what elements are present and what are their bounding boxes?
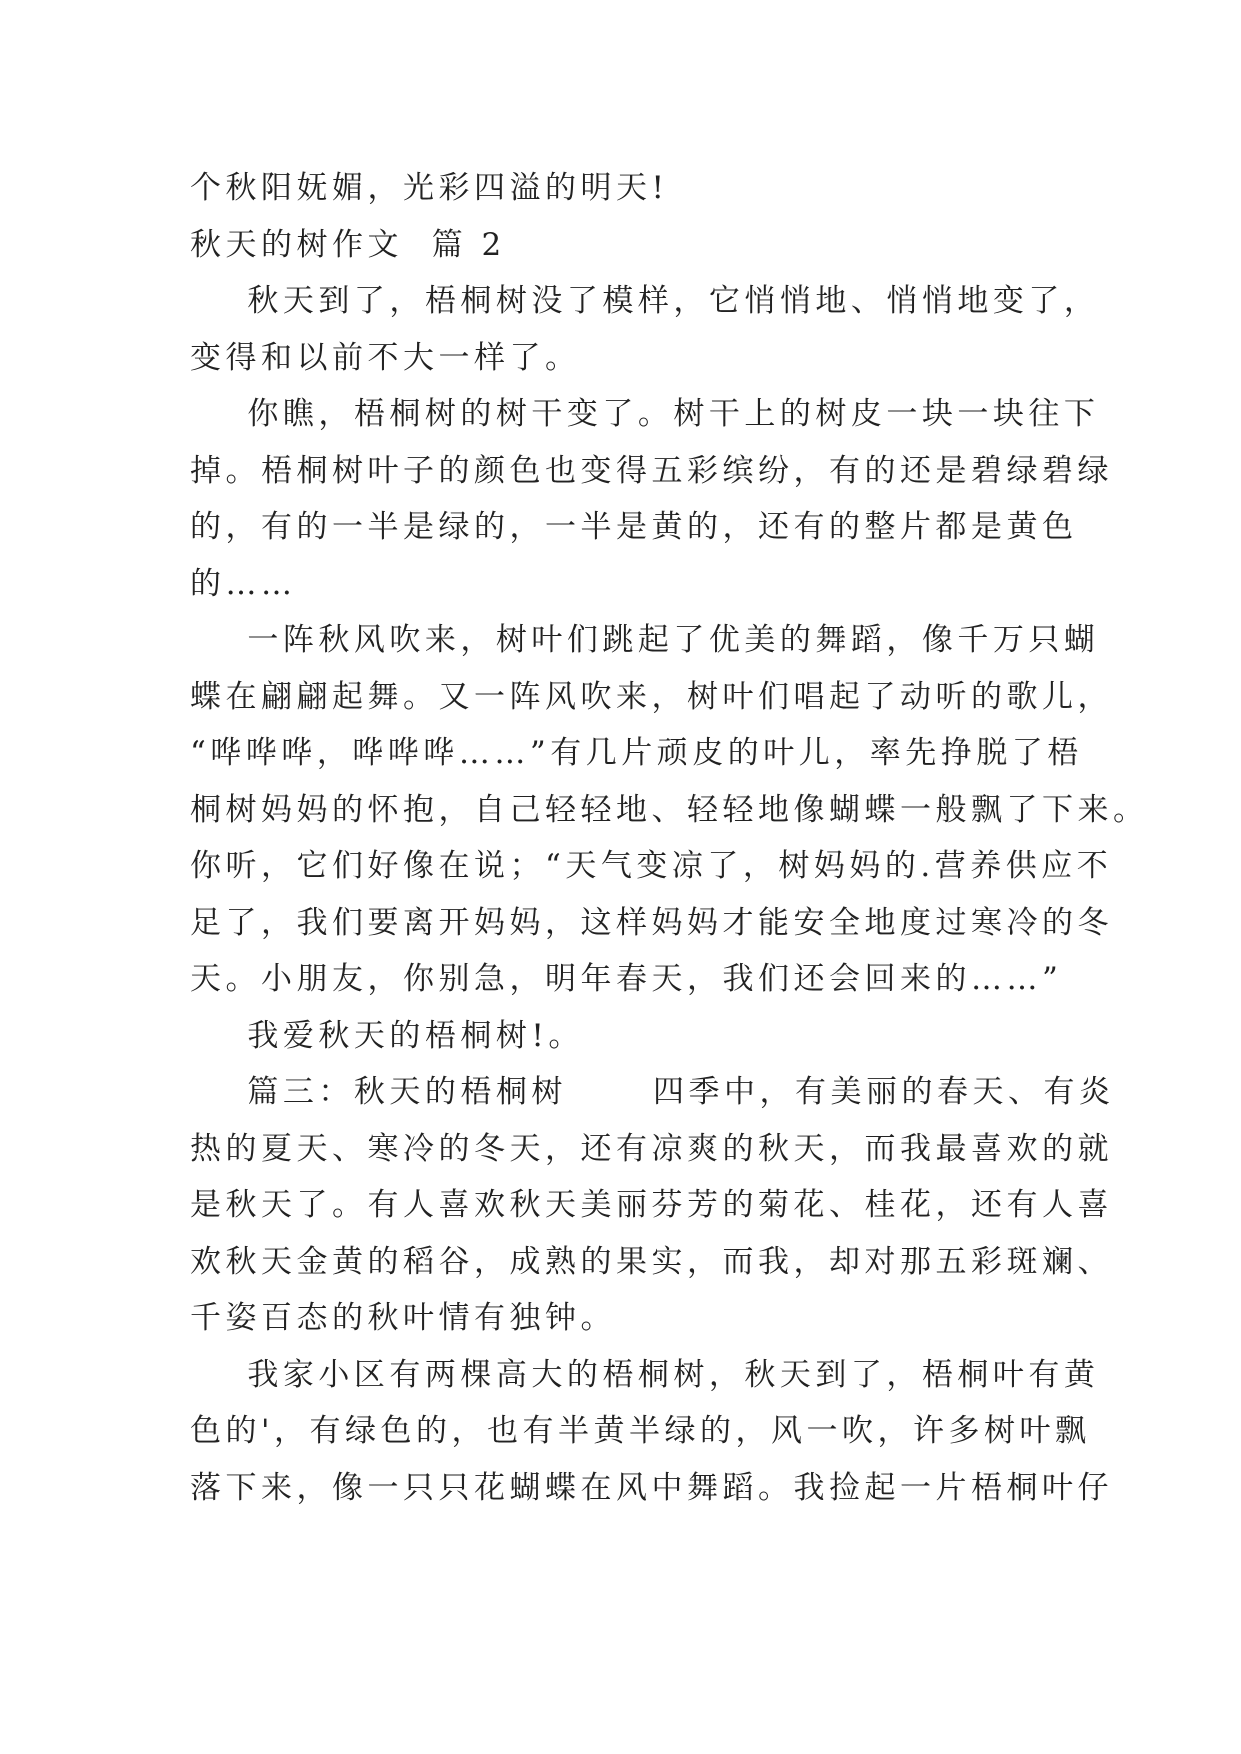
text-line: 的…… bbox=[190, 565, 297, 602]
text-line: 色的'，有绿色的，也有半黄半绿的，风一吹，许多树叶飘 bbox=[190, 1413, 1091, 1449]
text-line: 秋天到了，梧桐树没了模样，它悄悄地、悄悄地变了， bbox=[190, 283, 1100, 319]
text-line: 是秋天了。有人喜欢秋天美丽芬芳的菊花、桂花，还有人喜 bbox=[190, 1187, 1113, 1223]
text-line: 桐树妈妈的怀抱，自己轻轻地、轻轻地像蝴蝶一般飘了下来。 bbox=[190, 791, 1149, 828]
text-line: 我爱秋天的梧桐树!。 bbox=[190, 1017, 584, 1054]
text-line: 你听，它们好像在说；“天气变凉了，树妈妈的.营养供应不 bbox=[190, 848, 1113, 884]
text-line: 变得和以前不大一样了。 bbox=[190, 339, 581, 376]
text-line: 落下来，像一只只花蝴蝶在风中舞蹈。我捡起一片梧桐叶仔 bbox=[190, 1469, 1113, 1506]
text-line: 我家小区有两棵高大的梧桐树，秋天到了，梧桐叶有黄 bbox=[190, 1356, 1100, 1393]
section-heading: 秋天的树作文 篇 2 bbox=[190, 226, 506, 263]
text-line: “哗哗哗，哗哗哗……”有几片顽皮的叶儿，率先挣脱了梧 bbox=[190, 735, 1083, 771]
text-line: 蝶在翩翩起舞。又一阵风吹来，树叶们唱起了动听的歌儿， bbox=[190, 678, 1113, 715]
text-line: 足了，我们要离开妈妈，这样妈妈才能安全地度过寒冷的冬 bbox=[190, 904, 1113, 941]
text-line: 天。小朋友，你别急，明年春天，我们还会回来的……” bbox=[190, 961, 1063, 997]
document-body bbox=[190, 160, 1149, 1516]
text-line: 的，有的一半是绿的，一半是黄的，还有的整片都是黄色 bbox=[190, 509, 1078, 545]
text-line: 个秋阳妩媚，光彩四溢的明天! bbox=[190, 170, 669, 206]
text-line: 篇三：秋天的梧桐树 四季中，有美丽的春天、有炎 bbox=[190, 1074, 1115, 1110]
text-line: 热的夏天、寒冷的冬天，还有凉爽的秋天，而我最喜欢的就 bbox=[190, 1130, 1113, 1167]
text-line: 千姿百态的秋叶情有独钟。 bbox=[190, 1300, 616, 1336]
text-line: 一阵秋风吹来，树叶们跳起了优美的舞蹈，像千万只蝴 bbox=[190, 622, 1100, 658]
text-line: 掉。梧桐树叶子的颜色也变得五彩缤纷，有的还是碧绿碧绿 bbox=[190, 452, 1113, 489]
text-line: 你瞧，梧桐树的树干变了。树干上的树皮一块一块往下 bbox=[190, 396, 1100, 432]
text-line: 欢秋天金黄的稻谷，成熟的果实，而我，却对那五彩斑斓、 bbox=[190, 1243, 1113, 1280]
